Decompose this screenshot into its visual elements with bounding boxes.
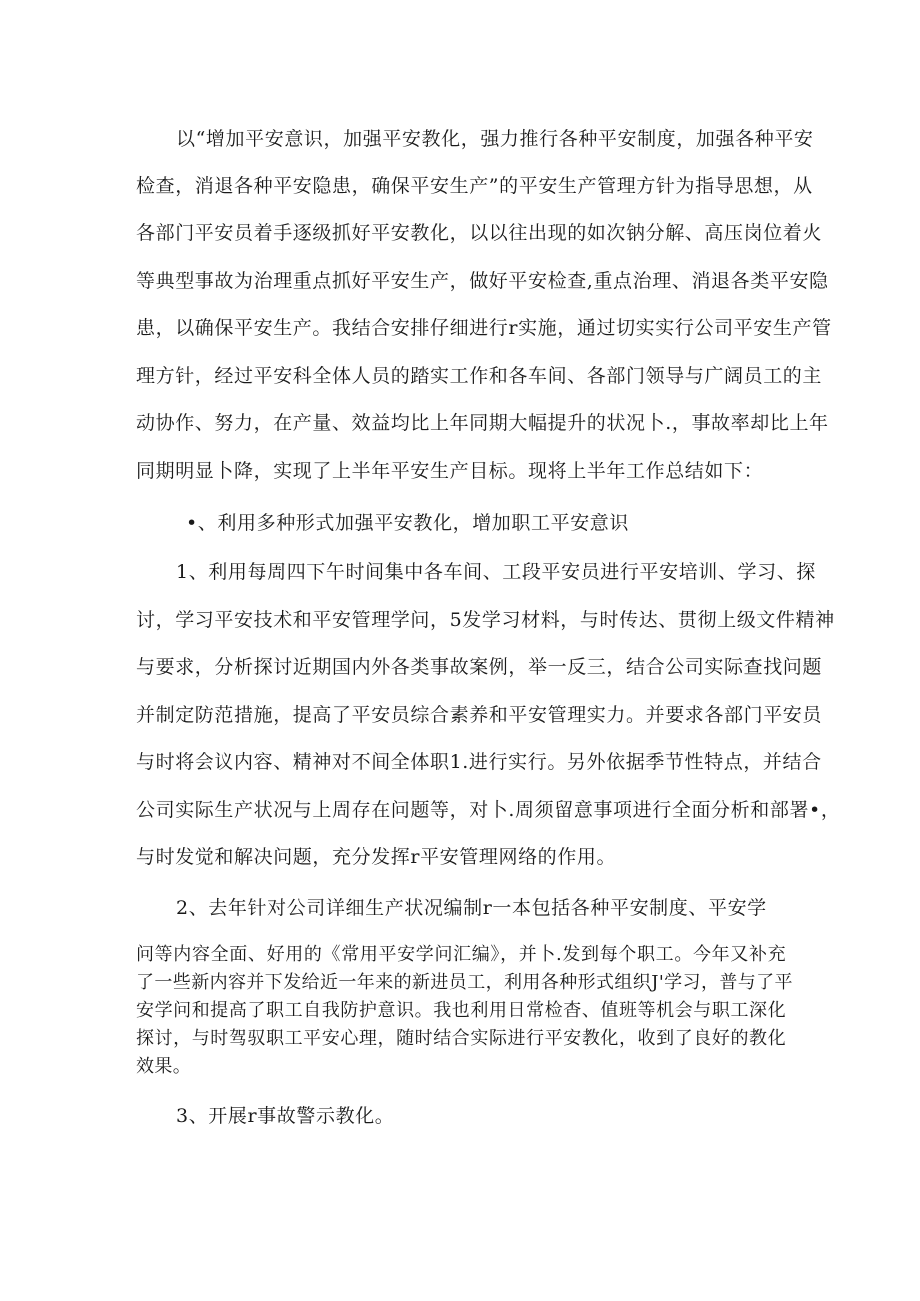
item-2-line-1: 2、去年针对公司详细生产状况编制r一本包括各种平安制度、平安学 <box>176 897 767 919</box>
item-1-line-7: 与时发觉和解决问题，充分发挥r平安管理网络的作用。 <box>136 846 617 868</box>
item-3-line-1: 3、开展r事故警示教化。 <box>176 1105 395 1127</box>
item-1-line-4: 并制定防范措施，提高了平安员综合素养和平安管理实力。并要求各部门平安员 <box>136 704 823 726</box>
item-2-line-3: 了一些新内容并下发给近一年来的新进员工，利用各种形式组织J'学习，普与了平 <box>136 972 793 993</box>
item-1-line-1: 1、利用每周四下午时间集中各车间、工段平安员进行平安培训、学习、探 <box>176 561 816 583</box>
paragraph-1-line-8: 同期明显卜降，实现了上半年平安生产目标。现将上半年工作总结如下： <box>136 460 764 482</box>
paragraph-1-line-6: 理方针，经过平安科全体人员的踏实工作和各车间、各部门领导与广阔员工的主 <box>136 365 823 387</box>
item-1-line-2: 讨，学习平安技术和平安管理学问，5发学习材料，与时传达、贯彻上级文件精神 <box>136 609 835 631</box>
paragraph-1-line-7: 动协作、努力，在产量、效益均比上年同期大幅提升的状况卜.，事故率却比上年 <box>136 412 829 434</box>
paragraph-1-line-5: 患，以确保平安生产。我结合安排仔细进行r实施，通过切实实行公司平安生产管 <box>136 317 832 339</box>
item-2-line-6: 效果。 <box>136 1056 192 1077</box>
item-1-line-6: 公司实际生产状况与上周存在问题等，对卜.周须留意事项进行全面分析和部署•， <box>136 799 841 821</box>
item-2-line-5: 探讨，与时驾驭职工平安心理，随时结合实际进行平安教化，收到了良好的教化 <box>136 1028 786 1049</box>
item-2-line-2: 问等内容全面、好用的《常用平安学问汇编》，并卜.发到每个职工。今年又补充 <box>136 944 786 965</box>
paragraph-1-line-4: 等典型事故为治理重点抓好平安生产，做好平安检查,重点治理、消退各类平安隐 <box>136 270 829 292</box>
paragraph-1-line-3: 各部门平安员着手逐级抓好平安教化，以以往出现的如次钠分解、高压岗位着火 <box>136 222 823 244</box>
paragraph-1-line-2: 检查，消退各种平安隐患，确保平安生产”的平安生产管理方针为指导思想，从 <box>136 175 813 197</box>
item-1-line-5: 与时将会议内容、精神对不间全体职1.进行实行。另外依据季节性特点，并结合 <box>136 751 822 773</box>
paragraph-1-line-1: 以“增加平安意识，加强平安教化，强力推行各种平安制度，加强各种平安 <box>176 128 814 150</box>
item-1-line-3: 与要求，分析探讨近期国内外各类事故案例，举一反三，结合公司实际查找问题 <box>136 656 823 678</box>
item-2-line-4: 安学问和提高了职工自我防护意识。我也利用日常检杳、值班等机会与职工深化 <box>136 1000 786 1021</box>
section-1-heading: •、利用多种形式加强平安教化，增加职工平安意识 <box>186 512 630 534</box>
